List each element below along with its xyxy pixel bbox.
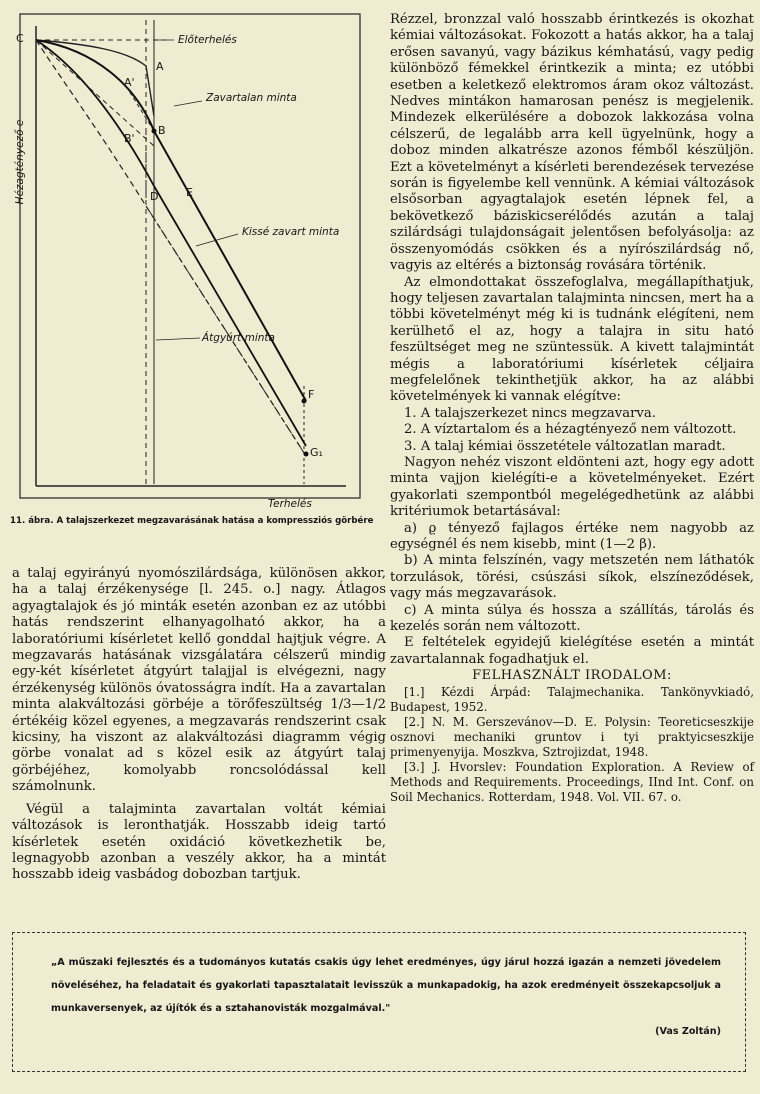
slightly-disturbed-label: Kissé zavart minta [242,226,340,238]
requirement-1: 1. A talajszerkezet nincs megzavarva. [404,405,656,421]
compression-curve-diagram [6,6,392,516]
point-a-prime-label: A' [124,76,135,89]
remolded-label: Átgyúrt minta [202,332,275,344]
point-g-label: G₁ [310,446,323,459]
requirement-3: 3. A talaj kémiai összetétele változatlan maradt. [404,438,726,454]
preconsolidation-label: Előterhelés [178,34,237,46]
left-paragraph-1: a talaj egyirányú nyomószilárdsága, különösen akkor, ha a talaj érzékenysége [l. 245. o.] nagy. Átlagos agyagtalajok és jó minták esetén azonban ez az utóbbi hatás rendszerint elhanyagolható akkor, ha a laboratóriumi kísérletet kellő gonddal hajtjuk végre. A megzavarás hatásának vizsgálatára célszerű mindig egy-két kísérletet átgyúrt talajjal is elvégezni, nagy érzékenység különös óvatosságra indít. Ha a zavartalan minta alakváltozási görbéje a törőfeszültség 1/3—1/2 értékéig közel egyenes, a megzavarás rendszerint csak kicsiny, ha viszont az alakváltozási diagramm végig görbe vonalat ad s közel esik az átgyúrt talaj görbéjéhez, komolyabb roncsolódással kell számolnunk. [12,566,386,795]
references-heading: FELHASZNÁLT IRODALOM: [472,668,672,684]
reference-1: [1.] Kézdi Árpád: Talajmechanika. Tankönyvkiadó, Budapest, 1952. [390,684,754,714]
point-b-prime-label: B' [124,132,135,145]
left-paragraph-2: Végül a talajminta zavartalan voltát kémiai változások is leronthatják. Hosszabb ideig tartó kísérletek esetén oxidáció következhetik be, legnagyobb azonban a veszély akkor, ha a mintát hosszabb ideig vasbádog dobozban tartjuk. [12,801,386,883]
quote-box [12,932,746,1072]
right-paragraph-3: Nagyon nehéz viszont eldönteni azt, hogy egy adott minta vajjon kielégíti-e a követelményeket. Ezért gyakorlati szempontból megelégedhetünk az alábbi kritériumok betartásával: [390,454,754,520]
compression-curve-figure [6,6,392,546]
figure-caption: 11. ábra. A talajszerkezet megzavarásának hatása a kompressziós görbére [10,516,374,526]
reference-2: [2.] N. M. Gerszevánov—D. E. Polysin: Teoreticseszkije osznovi mechaniki gruntov i tyi praktyicseszkije primenyenyija. Moszkva, Sztrojizdat, 1948. [390,714,754,759]
connector-ab [36,40,154,146]
reference-3: [3.] J. Hvorslev: Foundation Exploration. A Review of Methods and Requirements. Proceedings, IInd Int. Conf. on Soil Mechanics. Rotterdam, 1948. Vol. VII. 67. o. [390,759,754,804]
left-column [12,566,386,884]
quote-author: (Vas Zoltán) [655,1026,721,1037]
preconsolidation-curve [36,40,154,116]
references-list [390,685,754,805]
point-e-label: E [186,186,193,199]
right-column [390,12,754,805]
criterion-b: b) A minta felszínén, vagy metszetén nem láthatók torzulások, törési, csúszási síkok, elszíneződések, vagy más megzavarások. [390,553,754,602]
point-f-label: F [308,388,315,401]
point-f-dot [302,399,307,404]
right-paragraph-4: E feltételek egyidejű kielégítése esetén a mintát zavartalannak fogadhatjuk el. [390,635,754,667]
requirement-2: 2. A víztartalom és a hézagtényező nem változott. [404,422,737,438]
point-d-label: D [150,190,159,203]
undisturbed-leader [174,101,202,106]
quote-block [51,951,721,1043]
quote-text: „A műszaki fejlesztés és a tudományos kutatás csakis úgy lehet eredményes, úgy járul hozzá igazán a nemzeti jövedelem növeléséhez, ha feladatait és gyakorlati tapasztalatait levisszük a munkapadokig, ha azok eredményeit összekapcsoljuk a munkaversenyek, az újítók és a sztahanovisták mozgalmával." [51,957,721,1014]
right-paragraph-1: Rézzel, bronzzal való hosszabb érintkezés is okozhat kémiai változásokat. Fokozott a hatás akkor, ha a talaj erősen savanyú, vagy bázikus kémhatású, vagy pedig különböző fémekkel érintkezik a minta; ez utóbbi esetben a keletkező elektromos áram okoz változást. Nedves mintákon hamarosan penész is megjelenik. Mindezek elkerülésére a dobozok lakkozása volna célszerű, de legalább arra kell ügyelnünk, hogy a doboz minden alkatrésze azonos fémből készüljön. Ezt a követelményt a kísérleti berendezések tervezése során is figyelembe kell vennünk. A kémiai változások elsősorban agyagtalajok esetén lépnek fel, a bekövetkező báziskicserélődés azután a talaj szilárdsági tulajdonságait jelentősen befolyásolja: az összenyomódás csökken és a nyírószilárdság nő, vagyis az eltérés a biztonság rovására történik. [390,12,754,274]
right-paragraph-2: Az elmondottakat összefoglalva, megállapíthatjuk, hogy teljesen zavartalan talajminta nincsen, mert ha a többi követelményt még ki is tudnánk elégíteni, nem kerülhető el az, hogy a talajra in situ ható feszültséget meg ne szüntessük. A kivett talajmintát mégis a laboratóriumi kísérletek céljaira megfelelőnek tekinthetjük akkor, ha az alábbi követelmények ki vannak elégítve: [390,274,754,405]
y-axis-label: Hézagtényező e [14,119,26,205]
criterion-a: a) ϱ tényező fajlagos értéke nem nagyobb az egységnél és nem kisebb, mint (1—2 β). [390,520,754,552]
point-a-label: A [156,60,164,73]
criterion-c: c) A minta súlya és hossza a szállítás, tárolás és kezelés során nem változott. [390,602,754,635]
x-axis-label: Terhelés [268,498,312,510]
connector-dg [146,206,306,456]
point-b-label: B [158,124,166,137]
point-c-label: C [16,32,24,45]
figure-frame [20,14,360,498]
undisturbed-label: Zavartalan minta [206,92,297,104]
point-g-dot [304,452,309,457]
remolded-leader [156,338,200,340]
point-b-dot [152,129,157,134]
